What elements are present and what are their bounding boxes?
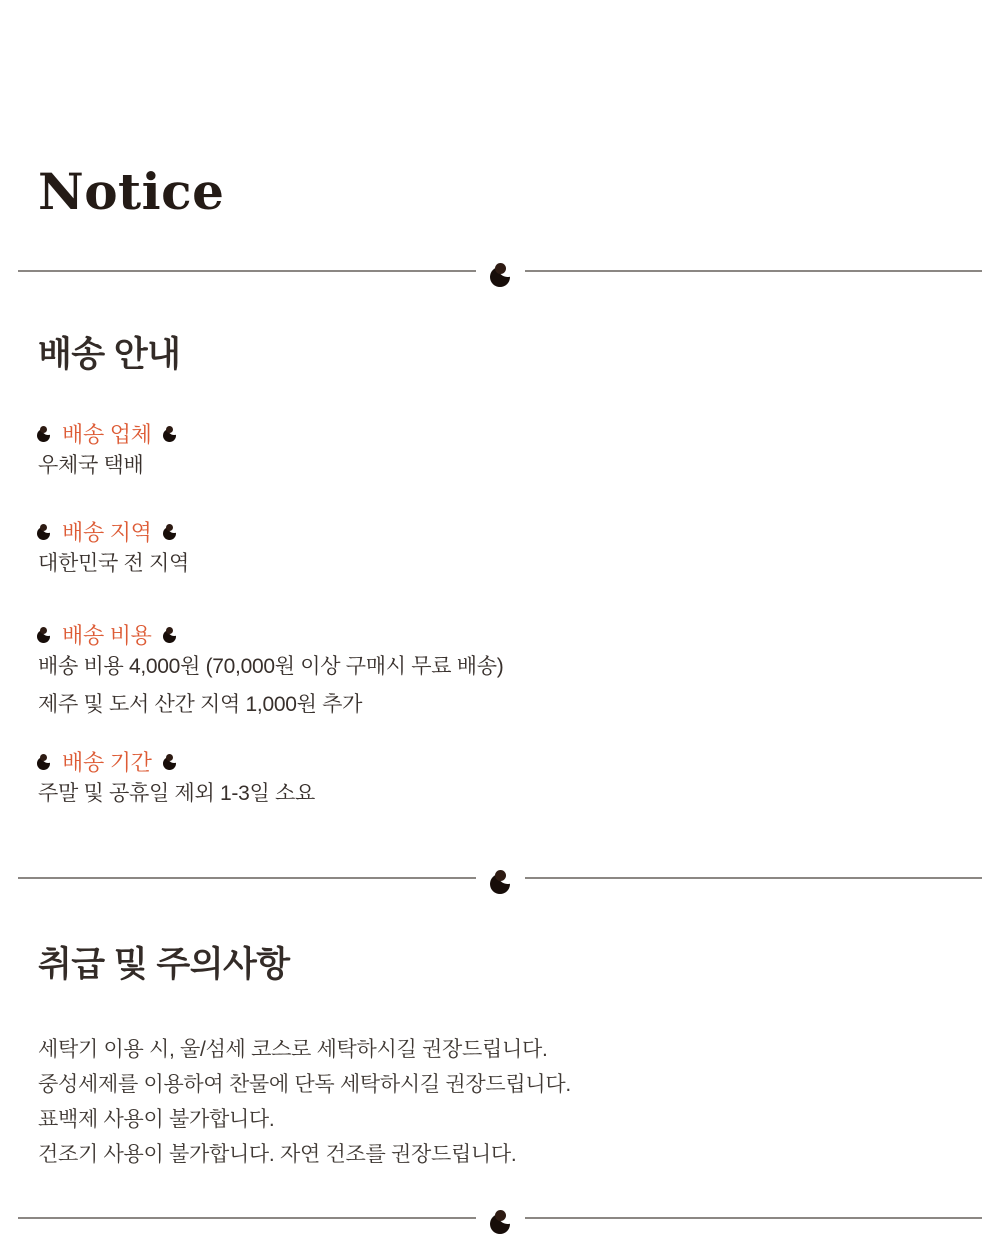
shipping-heading: 배송 안내 — [38, 335, 181, 374]
page-title: Notice — [38, 162, 225, 221]
crescent-dot-ornament-icon — [163, 626, 177, 643]
crescent-dot-ornament-icon — [490, 868, 511, 895]
care-text: 건조기 사용이 불가합니다. 자연 건조를 권장드립니다. — [38, 1143, 517, 1166]
divider-line — [525, 270, 983, 272]
care-heading: 취급 및 주의사항 — [38, 945, 290, 984]
crescent-dot-ornament-icon — [490, 261, 511, 288]
ornament-shape — [495, 1210, 506, 1221]
ornament-shape — [40, 524, 47, 531]
ornament-shape — [40, 627, 47, 634]
care-instructions — [0, 1032, 1000, 1172]
ornament-shape — [495, 870, 506, 881]
divider-line — [525, 877, 983, 879]
ornament-shape — [166, 627, 173, 634]
item-text: 주말 및 공휴일 제외 1-3일 소요 — [38, 782, 315, 805]
section-divider — [0, 256, 1000, 286]
care-text: 세탁기 이용 시, 울/섬세 코스로 세탁하시길 권장드립니다. — [38, 1038, 548, 1061]
divider-line — [18, 1217, 476, 1219]
shipping-item-period — [0, 748, 1000, 808]
section-divider — [0, 1203, 1000, 1233]
shipping-item-region — [0, 518, 1000, 578]
care-text: 중성세제를 이용하여 찬물에 단독 세탁하시길 권장드립니다. — [38, 1073, 571, 1096]
item-label-row — [37, 621, 1000, 647]
crescent-dot-ornament-icon — [490, 1208, 511, 1235]
item-text: 대한민국 전 지역 — [38, 552, 189, 575]
section-divider — [0, 863, 1000, 893]
crescent-dot-ornament-icon — [37, 425, 51, 442]
ornament-shape — [166, 426, 173, 433]
ornament-shape — [495, 263, 506, 274]
item-label: 배송 지역 — [62, 519, 152, 545]
item-label-row — [37, 518, 1000, 544]
crescent-dot-ornament-icon — [163, 753, 177, 770]
item-text: 제주 및 도서 산간 지역 1,000원 추가 — [38, 693, 363, 716]
crescent-dot-ornament-icon — [37, 626, 51, 643]
item-text: 배송 비용 4,000원 (70,000원 이상 구매시 무료 배송) — [38, 655, 504, 678]
crescent-dot-ornament-icon — [163, 523, 177, 540]
ornament-shape — [40, 426, 47, 433]
care-section — [0, 945, 1000, 1172]
item-text: 우체국 택배 — [38, 454, 144, 477]
divider-line — [18, 270, 476, 272]
crescent-dot-ornament-icon — [163, 425, 177, 442]
shipping-item-cost — [0, 621, 1000, 719]
ornament-shape — [40, 754, 47, 761]
shipping-section — [0, 335, 1000, 808]
item-label: 배송 기간 — [62, 749, 152, 775]
crescent-dot-ornament-icon — [37, 523, 51, 540]
item-label-row — [37, 748, 1000, 774]
ornament-shape — [166, 524, 173, 531]
item-label-row — [37, 420, 1000, 446]
shipping-item-carrier — [0, 420, 1000, 480]
care-text: 표백제 사용이 불가합니다. — [38, 1108, 275, 1131]
item-label: 배송 업체 — [62, 421, 152, 447]
divider-line — [18, 877, 476, 879]
item-label: 배송 비용 — [62, 622, 152, 648]
divider-line — [525, 1217, 983, 1219]
crescent-dot-ornament-icon — [37, 753, 51, 770]
ornament-shape — [166, 754, 173, 761]
